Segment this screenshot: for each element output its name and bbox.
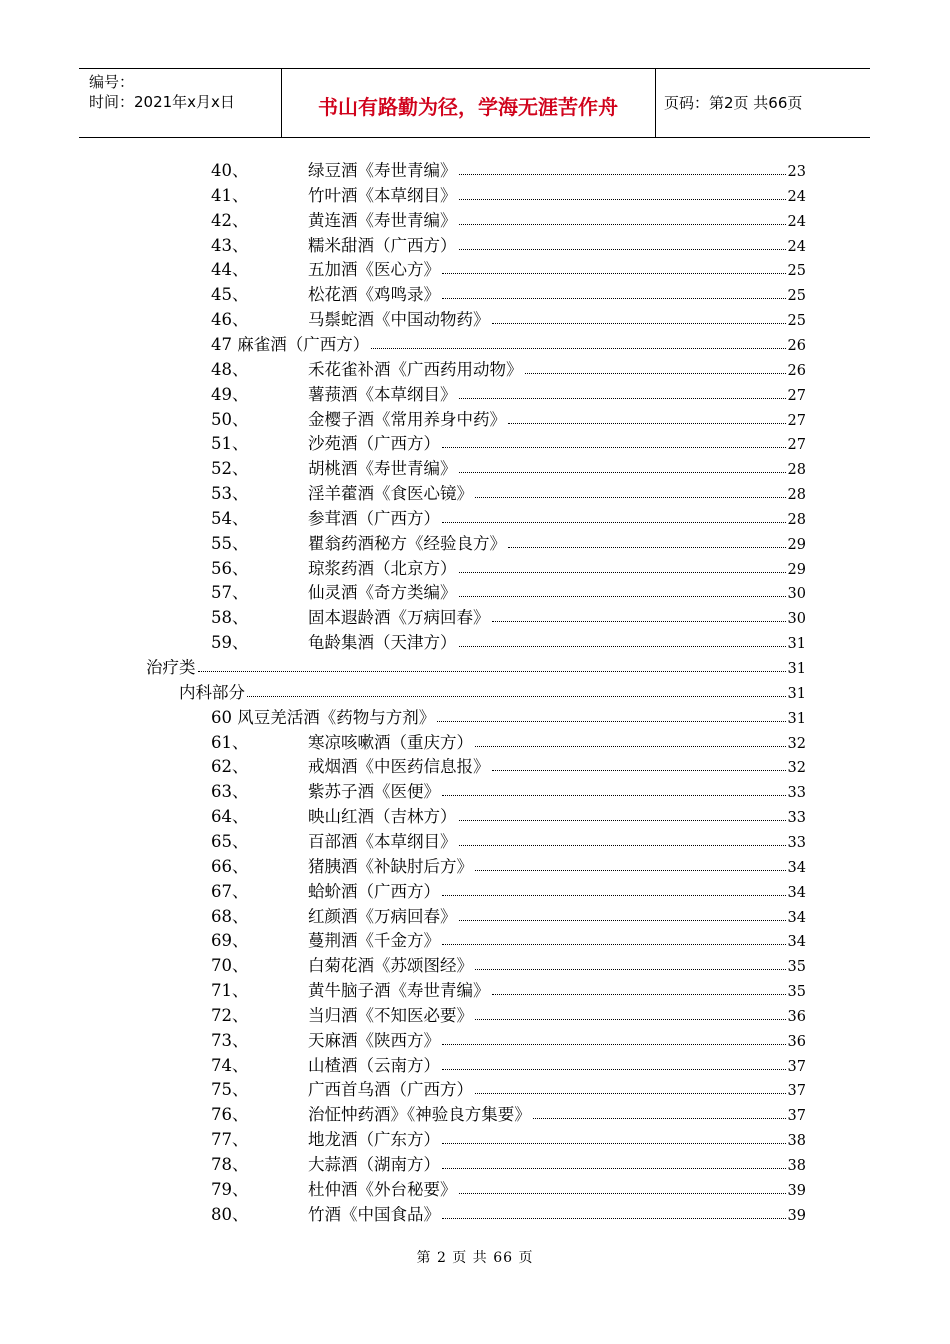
toc-entry[interactable] xyxy=(211,830,806,854)
toc-entry-page: 34 xyxy=(787,859,806,876)
toc-entry[interactable] xyxy=(211,209,806,233)
doc-number-label: 编号： xyxy=(89,73,135,91)
toc-entry-title: 薯蓣酒《本草纲目》 xyxy=(308,384,457,404)
toc-dot-leader xyxy=(442,929,786,945)
toc-entry-title: 松花酒《鸡鸣录》 xyxy=(308,285,440,305)
toc-dot-leader xyxy=(459,830,786,846)
toc-entry[interactable] xyxy=(211,755,806,779)
toc-entry-page: 25 xyxy=(787,288,806,305)
toc-entry-page: 24 xyxy=(787,238,806,255)
toc-entry-title: 黄牛脑子酒《寿世青编》 xyxy=(308,981,490,1001)
toc-entry-page: 27 xyxy=(787,437,806,454)
toc-dot-leader xyxy=(475,482,786,498)
toc-entry[interactable] xyxy=(211,507,806,531)
toc-dot-leader xyxy=(459,234,786,250)
page-header xyxy=(79,68,870,138)
toc-entry-number: 64、 xyxy=(211,807,249,827)
toc-dot-leader xyxy=(198,656,786,672)
toc-entry-number: 78、 xyxy=(211,1155,249,1174)
toc-entry-title: 禾花雀补酒《广西药用动物》 xyxy=(308,359,523,379)
toc-entry-number: 49、 xyxy=(211,384,249,404)
toc-entry-title: 紫苏子酒《医便》 xyxy=(308,782,440,802)
toc-entry-number: 50、 xyxy=(211,409,249,429)
toc-entry-number: 40、 xyxy=(211,161,249,180)
toc-entry-title: 固本遐龄酒《万病回春》 xyxy=(308,608,490,628)
toc-dot-leader xyxy=(533,1103,786,1119)
toc-entry-page: 29 xyxy=(787,536,806,553)
toc-entry-page: 28 xyxy=(787,487,806,504)
toc-entry-page: 39 xyxy=(787,1207,806,1224)
toc-entry-number: 80、 xyxy=(211,1204,249,1224)
toc-entry-page: 37 xyxy=(787,1058,806,1075)
toc-entry-page: 25 xyxy=(787,263,806,280)
toc-entry-page: 25 xyxy=(787,313,806,330)
toc-entry-page: 36 xyxy=(787,1033,806,1050)
toc-entry-number: 71、 xyxy=(211,981,249,1001)
toc-entry-page: 33 xyxy=(787,785,806,802)
toc-entry-title: 47 麻雀酒（广西方） xyxy=(211,334,370,354)
toc-entry-title: 寒凉咳嗽酒（重庆方） xyxy=(308,732,473,752)
toc-dot-leader xyxy=(459,805,786,821)
toc-entry[interactable] xyxy=(211,1029,806,1053)
toc-dot-leader xyxy=(492,755,786,771)
toc-dot-leader xyxy=(525,358,786,374)
toc-entry[interactable] xyxy=(211,855,806,879)
toc-entry-title: 胡桃酒《寿世青编》 xyxy=(308,459,457,479)
toc-entry-number: 59、 xyxy=(211,633,249,653)
toc-entry[interactable] xyxy=(211,234,806,258)
toc-entry[interactable] xyxy=(211,457,806,481)
toc-entry[interactable] xyxy=(211,408,806,432)
toc-entry[interactable] xyxy=(211,954,806,978)
toc-entry-title: 蔓荆酒《千金方》 xyxy=(308,931,440,951)
toc-entry[interactable] xyxy=(211,706,806,730)
header-page-number: 页码：第2页 共66页 xyxy=(664,94,803,112)
toc-entry-number: 44、 xyxy=(211,260,249,280)
page-footer: 第 2 页 共 66 页 xyxy=(416,1250,534,1266)
toc-dot-leader xyxy=(475,954,786,970)
toc-dot-leader xyxy=(247,681,786,697)
toc-entry-title: 蛤蚧酒（广西方） xyxy=(308,881,440,901)
toc-entry-title: 参茸酒（广西方） xyxy=(308,508,440,528)
toc-entry[interactable] xyxy=(211,1128,806,1152)
toc-entry[interactable] xyxy=(211,1103,806,1127)
toc-dot-leader xyxy=(442,283,786,299)
toc-entry-title: 淫羊藿酒《食医心镜》 xyxy=(308,484,473,504)
toc-entry-number: 69、 xyxy=(211,931,249,951)
toc-entry-title: 仙灵酒《奇方类编》 xyxy=(308,583,457,603)
header-motto-cell xyxy=(281,69,656,137)
toc-entry-title: 内科部分 xyxy=(179,682,245,702)
toc-entry-page: 36 xyxy=(787,1008,806,1025)
toc-dot-leader xyxy=(437,706,785,722)
toc-entry-number: 68、 xyxy=(211,906,249,926)
toc-entry[interactable] xyxy=(211,929,806,953)
toc-entry-title: 琼浆药酒（北京方） xyxy=(308,558,457,578)
toc-entry-number: 55、 xyxy=(211,533,249,553)
toc-entry-title: 杜仲酒《外台秘要》 xyxy=(308,1179,457,1199)
toc-entry-number: 57、 xyxy=(211,583,249,603)
toc-entry-number: 74、 xyxy=(211,1055,249,1075)
toc-entry[interactable] xyxy=(211,557,806,581)
toc-entry-page: 34 xyxy=(787,934,806,951)
toc-entry[interactable] xyxy=(211,1178,806,1202)
toc-entry-title: 沙苑酒（广西方） xyxy=(308,434,440,454)
header-page-cell xyxy=(656,69,870,137)
toc-entry-title: 瞿翁药酒秘方《经验良方》 xyxy=(308,533,506,553)
toc-entry[interactable] xyxy=(211,1078,806,1102)
toc-entry-page: 30 xyxy=(787,611,806,628)
toc-entry[interactable] xyxy=(211,432,806,456)
toc-entry-page: 24 xyxy=(787,213,806,230)
toc-entry-title: 治疗类 xyxy=(146,658,196,677)
toc-dot-leader xyxy=(508,408,786,424)
toc-entry-page: 37 xyxy=(787,1083,806,1100)
toc-entry-title: 红颜酒《万病回春》 xyxy=(308,906,457,926)
toc-entry-number: 77、 xyxy=(211,1130,249,1150)
toc-entry-page: 30 xyxy=(787,586,806,603)
toc-dot-leader xyxy=(442,507,786,523)
toc-dot-leader xyxy=(459,383,786,399)
toc-entry-number: 56、 xyxy=(211,558,249,578)
toc-entry-page: 28 xyxy=(787,462,806,479)
toc-entry-page: 34 xyxy=(787,909,806,926)
toc-entry-title: 白菊花酒《苏颂图经》 xyxy=(308,956,473,976)
toc-entry[interactable] xyxy=(211,780,806,804)
toc-entry[interactable] xyxy=(211,532,806,556)
toc-entry[interactable] xyxy=(211,358,806,382)
toc-entry-title: 黄连酒《寿世青编》 xyxy=(308,210,457,230)
toc-entry-page: 33 xyxy=(787,810,806,827)
toc-entry-title: 广西首乌酒（广西方） xyxy=(308,1080,473,1100)
toc-entry-page: 34 xyxy=(787,884,806,901)
toc-entry[interactable] xyxy=(146,656,806,680)
toc-dot-leader xyxy=(475,731,786,747)
toc-entry-number: 58、 xyxy=(211,608,249,628)
toc-entry-title: 治怔忡药酒》《神验良方集要》 xyxy=(308,1105,531,1125)
toc-entry-page: 31 xyxy=(787,636,806,653)
toc-entry-title: 当归酒《不知医必要》 xyxy=(308,1005,473,1025)
toc-entry-number: 53、 xyxy=(211,484,249,504)
toc-entry[interactable] xyxy=(211,880,806,904)
toc-entry-number: 46、 xyxy=(211,310,249,330)
toc-entry[interactable] xyxy=(211,258,806,282)
toc-dot-leader xyxy=(492,308,786,324)
toc-dot-leader xyxy=(442,1054,786,1070)
toc-entry-page: 26 xyxy=(787,362,806,379)
toc-dot-leader xyxy=(459,457,786,473)
toc-entry-title: 天麻酒《陕西方》 xyxy=(308,1030,440,1050)
toc-dot-leader xyxy=(459,631,786,647)
toc-dot-leader xyxy=(442,1029,786,1045)
toc-entry-number: 45、 xyxy=(211,285,249,305)
toc-entry-title: 猪胰酒《补缺肘后方》 xyxy=(308,856,473,876)
toc-entry-number: 48、 xyxy=(211,359,249,379)
toc-entry-number: 79、 xyxy=(211,1179,249,1199)
toc-entry-title: 地龙酒（广东方） xyxy=(308,1130,440,1150)
toc-entry-number: 75、 xyxy=(211,1080,249,1100)
header-meta xyxy=(79,69,282,137)
toc-entry[interactable] xyxy=(211,1004,806,1028)
toc-entry-title: 糯米甜酒（广西方） xyxy=(308,235,457,255)
toc-entry[interactable] xyxy=(211,184,806,208)
toc-entry-page: 27 xyxy=(787,412,806,429)
toc-entry-page: 29 xyxy=(787,561,806,578)
toc-entry[interactable] xyxy=(211,482,806,506)
toc-entry-page: 31 xyxy=(787,661,806,677)
toc-dot-leader xyxy=(492,979,786,995)
toc-entry-number: 72、 xyxy=(211,1005,249,1025)
toc-entry-number: 63、 xyxy=(211,782,249,802)
toc-entry-title: 山楂酒（云南方） xyxy=(308,1055,440,1075)
toc-entry-page: 33 xyxy=(787,834,806,851)
header-motto: 书山有路勤为径，学海无涯苦作舟 xyxy=(318,95,618,119)
toc-entry-title: 百部酒《本草纲目》 xyxy=(308,831,457,851)
toc-entry-number: 62、 xyxy=(211,757,249,777)
toc-dot-leader xyxy=(459,557,786,573)
toc-entry[interactable] xyxy=(211,581,806,605)
toc-entry-title: 五加酒《医心方》 xyxy=(308,260,440,280)
toc-dot-leader xyxy=(442,1153,786,1169)
doc-date-label: 时间：2021年x月x日 xyxy=(89,93,235,111)
toc-entry[interactable] xyxy=(211,1153,806,1177)
toc-entry-page: 31 xyxy=(787,685,806,702)
toc-entry[interactable] xyxy=(211,333,806,357)
toc-entry-number: 42、 xyxy=(211,210,249,230)
toc-entry[interactable] xyxy=(211,631,806,655)
toc-dot-leader xyxy=(442,1203,786,1219)
toc-entry-page: 35 xyxy=(787,984,806,1001)
toc-dot-leader xyxy=(475,1078,786,1094)
toc-entry-title: 60 风豆羌活酒《药物与方剂》 xyxy=(211,707,436,727)
toc-entry[interactable] xyxy=(211,905,806,929)
toc-entry-title: 大蒜酒（湖南方） xyxy=(308,1155,440,1174)
toc-entry[interactable] xyxy=(211,283,806,307)
toc-entry-page: 37 xyxy=(787,1108,806,1125)
toc-entry[interactable] xyxy=(211,159,806,183)
toc-dot-leader xyxy=(475,855,786,871)
toc-entry-title: 龟龄集酒（天津方） xyxy=(308,633,457,653)
toc-entry-page: 38 xyxy=(787,1133,806,1150)
toc-entry-number: 65、 xyxy=(211,831,249,851)
toc-entry-page: 24 xyxy=(787,188,806,205)
toc-dot-leader xyxy=(475,1004,786,1020)
toc-entry-title: 竹叶酒《本草纲目》 xyxy=(308,185,457,205)
toc-entry[interactable] xyxy=(211,1203,806,1227)
toc-entry-number: 54、 xyxy=(211,508,249,528)
toc-entry-title: 金樱子酒《常用养身中药》 xyxy=(308,409,506,429)
toc-entry-page: 32 xyxy=(787,760,806,777)
toc-entry-number: 51、 xyxy=(211,434,249,454)
toc-entry-number: 52、 xyxy=(211,459,249,479)
toc-dot-leader xyxy=(459,581,786,597)
toc-entry-number: 76、 xyxy=(211,1105,249,1125)
toc-dot-leader xyxy=(442,880,786,896)
toc-dot-leader xyxy=(442,432,786,448)
toc-entry[interactable] xyxy=(179,681,806,705)
toc-entry-page: 26 xyxy=(787,337,806,354)
toc-entry-page: 31 xyxy=(787,710,806,727)
toc-entry-number: 66、 xyxy=(211,856,249,876)
toc-entry-title: 竹酒《中国食品》 xyxy=(308,1204,440,1224)
toc-entry-page: 28 xyxy=(787,511,806,528)
toc-dot-leader xyxy=(459,1178,786,1194)
toc-entry-number: 67、 xyxy=(211,881,249,901)
toc-dot-leader xyxy=(459,184,786,200)
toc-dot-leader xyxy=(508,532,786,548)
toc-entry[interactable] xyxy=(211,979,806,1003)
toc-dot-leader xyxy=(492,606,786,622)
toc-entry-number: 41、 xyxy=(211,185,249,205)
toc-entry-page: 27 xyxy=(787,387,806,404)
toc-entry-page: 32 xyxy=(787,735,806,752)
toc-dot-leader xyxy=(459,209,786,225)
toc-entry[interactable] xyxy=(211,805,806,829)
toc-entry[interactable] xyxy=(211,1054,806,1078)
toc-entry-title: 戒烟酒《中医药信息报》 xyxy=(308,757,490,777)
toc-dot-leader xyxy=(371,333,785,349)
toc-entry-number: 73、 xyxy=(211,1030,249,1050)
toc-dot-leader xyxy=(442,780,786,796)
toc-dot-leader xyxy=(442,258,786,274)
toc-entry-title: 马鬃蛇酒《中国动物药》 xyxy=(308,310,490,330)
toc-dot-leader xyxy=(459,159,786,175)
toc-entry-title: 映山红酒（吉林方） xyxy=(308,807,457,827)
toc-entry-page: 39 xyxy=(787,1182,806,1199)
toc-entry-number: 70、 xyxy=(211,956,249,976)
toc-entry-number: 43、 xyxy=(211,235,249,255)
toc-entry[interactable] xyxy=(211,731,806,755)
toc-entry[interactable] xyxy=(211,383,806,407)
toc-entry-page: 38 xyxy=(787,1158,806,1174)
toc-entry-page: 23 xyxy=(787,164,806,180)
toc-entry-title: 绿豆酒《寿世青编》 xyxy=(308,161,457,180)
toc-entry-page: 35 xyxy=(787,959,806,976)
toc-entry[interactable] xyxy=(211,308,806,332)
toc-dot-leader xyxy=(459,905,786,921)
toc-entry[interactable] xyxy=(211,606,806,630)
toc-dot-leader xyxy=(442,1128,786,1144)
toc-entry-number: 61、 xyxy=(211,732,249,752)
